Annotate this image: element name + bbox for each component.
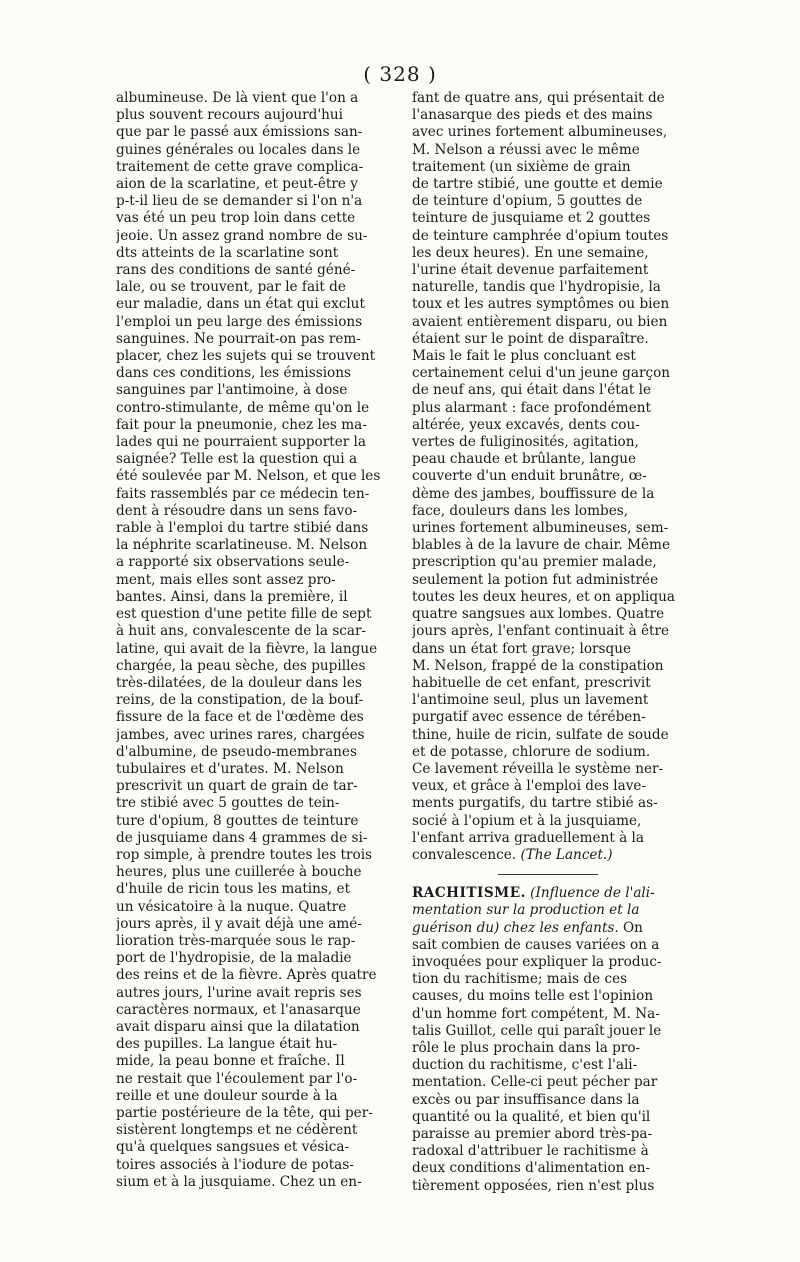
right-column-line: couverte d'un enduit brunâtre, œ- bbox=[412, 468, 647, 485]
left-column-line: caractères normaux, et l'anasarque bbox=[116, 1001, 361, 1018]
left-column-line: avait disparu ainsi que la dilatation bbox=[116, 1018, 360, 1035]
right-column-line: avec urines fortement albumineuses, bbox=[412, 124, 668, 141]
right-column-line: blables à de la lavure de chair. Même bbox=[412, 537, 670, 554]
right-column-line: thine, huile de ricin, sulfate de soude bbox=[412, 726, 669, 743]
right-column-line: jours après, l'enfant continuait à être bbox=[412, 623, 670, 640]
left-column-line: jeoie. Un assez grand nombre de su- bbox=[116, 227, 368, 244]
left-column-line: toires associés à l'iodure de potas- bbox=[116, 1156, 354, 1173]
section-subtitle-line-2: mentation sur la production et la bbox=[412, 902, 640, 919]
right-column-line: dans un état fort grave; lorsque bbox=[412, 640, 632, 657]
right-column-line: urines fortement albumineuses, sem- bbox=[412, 520, 669, 537]
section-subtitle-line-3: guérison du) chez les enfants. On bbox=[412, 919, 643, 936]
right-column-line: étaient sur le point de disparaître. bbox=[412, 330, 649, 347]
section-body-line: radoxal d'attribuer le rachitisme à bbox=[412, 1143, 649, 1160]
section-body-line: duction du rachitisme, c'est l'ali- bbox=[412, 1057, 638, 1074]
section-subtitle-line-1: (Influence de l'ali- bbox=[530, 885, 655, 902]
section-heading: RACHITISME. bbox=[412, 885, 526, 902]
section-body-line: tièrement opposées, rien n'est plus bbox=[412, 1177, 655, 1194]
left-column-line: jambes, avec urines rares, chargées bbox=[116, 726, 365, 743]
section-body-line: excès ou par insuffisance dans la bbox=[412, 1091, 640, 1108]
right-column-line: veux, et grâce à l'emploi des lave- bbox=[412, 778, 647, 795]
right-column-line: habituelle de cet enfant, prescrivit bbox=[412, 674, 651, 691]
left-column-line: aion de la scarlatine, et peut-être y bbox=[116, 176, 358, 193]
left-column-line: rans des conditions de santé géné- bbox=[116, 262, 356, 279]
right-column-line: traitement (un sixième de grain bbox=[412, 158, 631, 175]
left-column-line: tre stibié avec 5 gouttes de tein- bbox=[116, 795, 340, 812]
right-column-line: toutes les deux heures, et on appliqua bbox=[412, 588, 675, 605]
left-column-line: tubulaires et d'urates. M. Nelson bbox=[116, 760, 344, 777]
citation-line: convalescence. (The Lancet.) bbox=[412, 846, 613, 863]
right-column-line: ments purgatifs, du tartre stibié as- bbox=[412, 795, 658, 812]
left-column-line: l'emploi un peu large des émissions bbox=[116, 313, 363, 330]
right-column-line: altérée, yeux excavés, dents cou- bbox=[412, 416, 640, 433]
section-body-line: d'un homme fort compétent, M. Na- bbox=[412, 1005, 660, 1022]
left-column-line: dent à résoudre dans un sens favo- bbox=[116, 502, 358, 519]
left-column-line: la néphrite scarlatineuse. M. Nelson bbox=[116, 537, 368, 554]
left-column bbox=[116, 90, 388, 1191]
left-column-line: très-dilatées, de la douleur dans les bbox=[116, 674, 362, 691]
right-column-line: purgatif avec essence de térében- bbox=[412, 709, 646, 726]
section-body-line: mentation. Celle-ci peut pécher par bbox=[412, 1074, 658, 1091]
right-column-line: plus alarmant : face profondément bbox=[412, 399, 651, 416]
left-column-line: eur maladie, dans un état qui exclut bbox=[116, 296, 365, 313]
left-column-line: qu'à quelques sangsues et vésica- bbox=[116, 1139, 350, 1156]
left-column-line: de jusquiame dans 4 grammes de si- bbox=[116, 829, 368, 846]
right-column-line: quatre sangsues aux lombes. Quatre bbox=[412, 606, 665, 623]
left-column-line: sanguines. Ne pourrait-on pas rem- bbox=[116, 330, 361, 347]
right-column-line: face, douleurs dans les lombes, bbox=[412, 502, 629, 519]
left-column-line: été soulevée par M. Nelson, et que les bbox=[116, 468, 381, 485]
right-column-line: naturelle, tandis que l'hydropisie, la bbox=[412, 279, 661, 296]
left-column-line: mide, la peau bonne et fraîche. Il bbox=[116, 1053, 345, 1070]
left-column-line: prescrivit un quart de grain de tar- bbox=[116, 778, 358, 795]
left-column-line: lioration très-marquée sous le rap- bbox=[116, 932, 356, 949]
right-column-line: fant de quatre ans, qui présentait de bbox=[412, 90, 665, 106]
right-column-line: dème des jambes, bouffissure de la bbox=[412, 485, 655, 502]
left-column-line: bantes. Ainsi, dans la première, il bbox=[116, 588, 348, 605]
right-column-line: socié à l'opium et à la jusquiame, bbox=[412, 812, 642, 829]
right-column-line: M. Nelson, frappé de la constipation bbox=[412, 657, 664, 674]
section-body bbox=[412, 937, 684, 1195]
left-column-line: contro-stimulante, de même qu'on le bbox=[116, 399, 370, 416]
left-column-line: rop simple, à prendre toutes les trois bbox=[116, 846, 373, 863]
section-divider bbox=[498, 874, 598, 875]
left-column-line: reille et une douleur sourde à la bbox=[116, 1087, 338, 1104]
left-column-line: lades qui ne pourraient supporter la bbox=[116, 434, 367, 451]
left-column-line: est question d'une petite fille de sept bbox=[116, 606, 372, 623]
left-column-line: p-t-il lieu de se demander si l'on n'a bbox=[116, 193, 363, 210]
section-body-line: quantité ou la qualité, et bien qu'il bbox=[412, 1108, 651, 1125]
left-column-line: chargée, la peau sèche, des pupilles bbox=[116, 657, 366, 674]
right-column-line: de neuf ans, qui était dans l'état le bbox=[412, 382, 652, 399]
left-column-line: des pupilles. La langue était hu- bbox=[116, 1036, 338, 1053]
right-column-line: teinture de jusquiame et 2 gouttes bbox=[412, 210, 651, 227]
section-body-line: talis Guillot, celle qui paraît jouer le bbox=[412, 1022, 662, 1039]
left-column-line: traitement de cette grave complica- bbox=[116, 158, 364, 175]
left-column-line: d'albumine, de pseudo-membranes bbox=[116, 743, 357, 760]
left-column-line: autres jours, l'urine avait repris ses bbox=[116, 984, 362, 1001]
section-body-line: deux conditions d'alimentation en- bbox=[412, 1160, 651, 1177]
left-column-line: rable à l'emploi du tartre stibié dans bbox=[116, 520, 369, 537]
right-column-line: l'anasarque des pieds et des mains bbox=[412, 107, 653, 124]
right-column-line: l'antimoine seul, plus un lavement bbox=[412, 692, 649, 709]
right-column-line: avaient entièrement disparu, ou bien bbox=[412, 313, 668, 330]
section-body-line: paraisse au premier abord très-pa- bbox=[412, 1125, 653, 1142]
left-column-line: heures, plus une cuillerée à bouche bbox=[116, 864, 362, 881]
left-column-line: albumineuse. De là vient que l'on a bbox=[116, 90, 359, 106]
left-column-line: que par le passé aux émissions san- bbox=[116, 124, 363, 141]
right-column-line: l'urine était devenue parfaitement bbox=[412, 262, 649, 279]
left-column-line: guines générales ou locales dans le bbox=[116, 141, 361, 158]
left-column-line: fissure de la face et de l'œdème des bbox=[116, 709, 364, 726]
page-number: ( 328 ) bbox=[363, 62, 437, 86]
right-column-line: prescription qu'au premier malade, bbox=[412, 554, 657, 571]
left-column-line: jours après, il y avait déjà une amé- bbox=[116, 915, 362, 932]
right-column-line: seulement la potion fut administrée bbox=[412, 571, 659, 588]
left-column-line: dts atteints de la scarlatine sont bbox=[116, 244, 339, 261]
right-column-line: Ce lavement réveilla le système ner- bbox=[412, 760, 664, 777]
right-column-line: toux et les autres symptômes ou bien bbox=[412, 296, 670, 313]
left-column-line: latine, qui avait de la fièvre, la langue bbox=[116, 640, 378, 657]
section-body-line: tion du rachitisme; mais de ces bbox=[412, 971, 628, 988]
left-column-line: sistèrent longtemps et ne cédèrent bbox=[116, 1122, 358, 1139]
left-column-line: ne restait que l'écoulement par l'o- bbox=[116, 1070, 358, 1087]
citation: (The Lancet.) bbox=[520, 846, 613, 863]
left-column-line: ture d'opium, 8 gouttes de teinture bbox=[116, 812, 359, 829]
left-column-line: fait pour la pneumonie, chez les ma- bbox=[116, 416, 367, 433]
left-column-line: lale, ou se trouvent, par le fait de bbox=[116, 279, 346, 296]
right-column-line: et de potasse, chlorure de sodium. bbox=[412, 743, 651, 760]
right-column bbox=[412, 90, 684, 1195]
right-column-line: de teinture d'opium, 5 gouttes de bbox=[412, 193, 643, 210]
left-column-line: saignée? Telle est la question qui a bbox=[116, 451, 358, 468]
section-heading-line bbox=[412, 885, 684, 902]
left-column-line: a rapporté six observations seule- bbox=[116, 554, 350, 571]
section-body-line: sait combien de causes variées on a bbox=[412, 936, 660, 953]
left-column-line: ment, mais elles sont assez pro- bbox=[116, 571, 336, 588]
right-column-line: certainement celui d'un jeune garçon bbox=[412, 365, 671, 382]
left-column-line: sium et à la jusquiame. Chez un en- bbox=[116, 1173, 362, 1190]
left-column-line: sanguines par l'antimoine, à dose bbox=[116, 382, 348, 399]
left-column-line: reins, de la constipation, de la bouf- bbox=[116, 692, 364, 709]
section-body-line: invoquées pour expliquer la produc- bbox=[412, 953, 662, 970]
left-column-line: faits rassemblés par ce médecin ten- bbox=[116, 485, 370, 502]
section-body-line: rôle le plus prochain dans la pro- bbox=[412, 1039, 641, 1056]
left-column-line: vas été un peu trop loin dans cette bbox=[116, 210, 356, 227]
right-column-line: peau chaude et brûlante, langue bbox=[412, 451, 637, 468]
left-column-line: dans ces conditions, les émissions bbox=[116, 365, 351, 382]
right-column-line: Mais le fait le plus concluant est bbox=[412, 348, 636, 365]
right-column-line: de teinture camphrée d'opium toutes bbox=[412, 227, 669, 244]
left-column-line: port de l'hydropisie, de la maladie bbox=[116, 950, 352, 967]
left-column-line: d'huile de ricin tous les matins, et bbox=[116, 881, 351, 898]
left-column-line: un vésicatoire à la nuque. Quatre bbox=[116, 898, 347, 915]
right-column-line: de tartre stibié, une goutte et demie bbox=[412, 176, 663, 193]
section-body-line: causes, du moins telle est l'opinion bbox=[412, 988, 654, 1005]
left-column-line: placer, chez les sujets qui se trouvent bbox=[116, 348, 376, 365]
left-column-line: plus souvent recours aujourd'hui bbox=[116, 107, 343, 124]
right-column-line: l'enfant arriva graduellement à la bbox=[412, 829, 645, 846]
right-column-line: M. Nelson a réussi avec le même bbox=[412, 141, 640, 158]
right-column-text bbox=[412, 90, 684, 847]
right-column-line: les deux heures). En une semaine, bbox=[412, 244, 649, 261]
right-column-line: vertes de fuliginosités, agitation, bbox=[412, 434, 639, 451]
left-column-line: des reins et de la fièvre. Après quatre bbox=[116, 967, 377, 984]
section-rachitisme bbox=[412, 885, 684, 1195]
left-column-line: à huit ans, convalescente de la scar- bbox=[116, 623, 367, 640]
left-column-line: partie postérieure de la tête, qui per- bbox=[116, 1104, 373, 1121]
